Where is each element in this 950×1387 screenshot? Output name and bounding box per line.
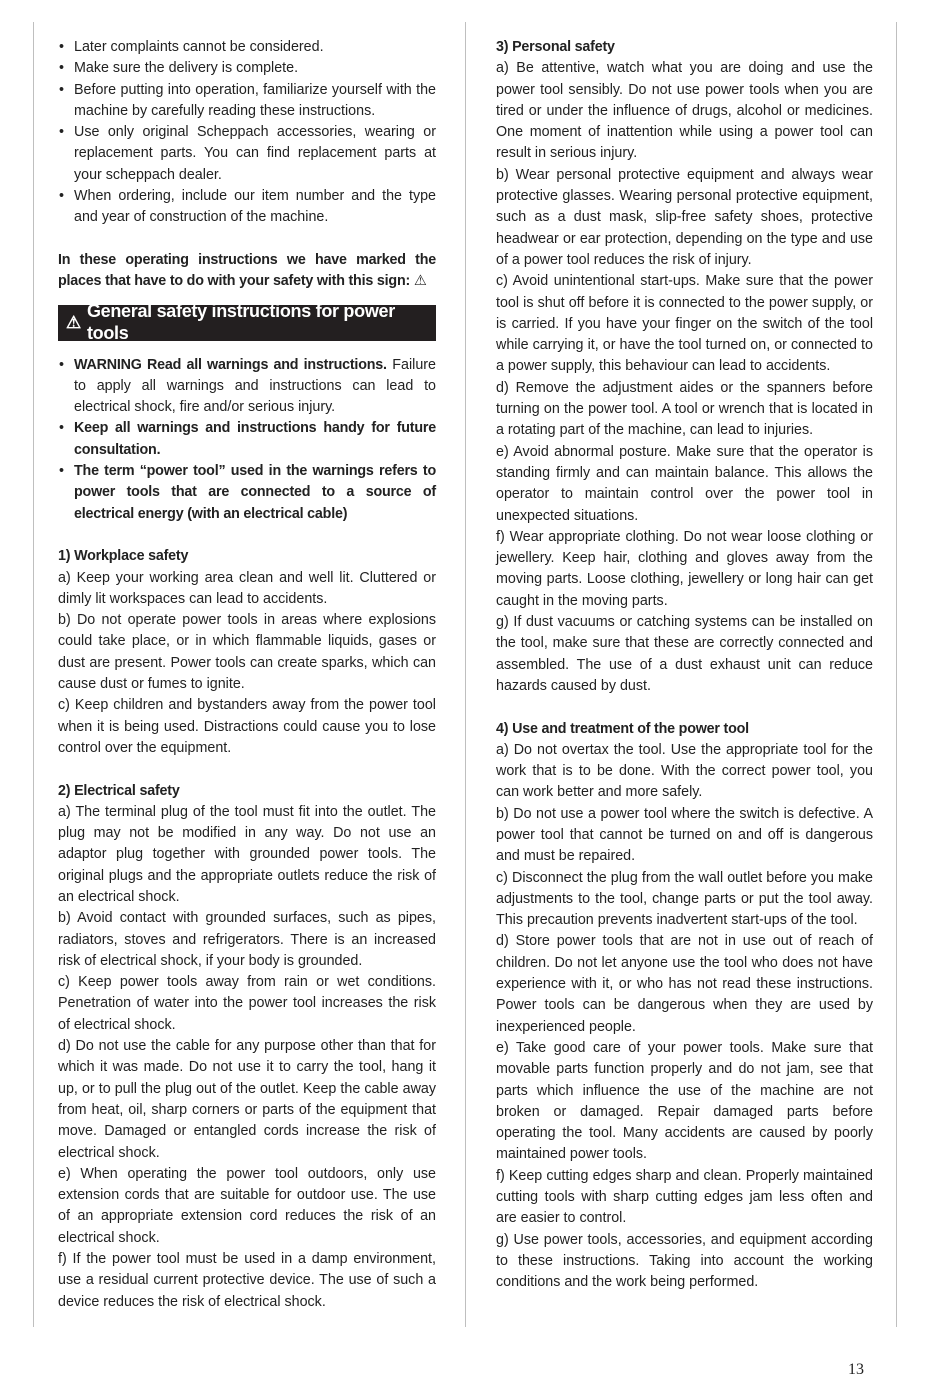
list-item: • Before putting into operation, familiarize yourself with the machine by carefully reading these instructions. xyxy=(58,80,436,123)
list-item: • WARNING Read all warnings and instructions. Failure to apply all warnings and instructions can lead to electrical shock, fire and/or serious injury. xyxy=(58,355,436,419)
paragraph: d) Do not use the cable for any purpose other than that for which it was made. Do not use it to carry the tool, hang it up, or to pull the plug out of the outlet. Keep the cable away from heat, oil, sharp corners or parts of the equipment that move. Damaged or entangled cords increase the risk of electrical shock. xyxy=(58,1038,436,1161)
paragraph: d) Remove the adjustment aides or the spanners before turning on the power tool. A tool or wrench that is located in a rotating part of the machine, can lead to injuries. xyxy=(496,379,873,439)
safety-sign-note xyxy=(58,250,436,293)
paragraph: c) Avoid unintentional start-ups. Make sure that the power tool is shut off before it is connected to the power supply, or is carried. If you have your finger on the switch of the tool while carrying it, or have the tool turned on, or connected to a power supply, this behaviour can lead to accidents. xyxy=(496,273,873,375)
paragraph: f) If the power tool must be used in a damp environment, use a residual current protective device. The use of such a device reduces the risk of electrical shock. xyxy=(58,1251,436,1310)
left-column xyxy=(58,37,436,1313)
column-divider-rule xyxy=(465,22,466,1327)
paragraph: e) Avoid abnormal posture. Make sure that the operator is standing firmly and can maintain balance. This allows the operator to maintain control over the power tool in unexpected situations. xyxy=(496,443,873,524)
intro-bullet-list xyxy=(58,37,436,229)
paragraph: b) Do not use a power tool where the switch is defective. A power tool that cannot be turned on and off is dangerous and must be repaired. xyxy=(496,805,873,865)
paragraph: c) Keep power tools away from rain or wet conditions. Penetration of water into the power tool increases the risk of electrical shock. xyxy=(58,974,436,1033)
section-heading: 2) Electrical safety xyxy=(58,782,180,799)
left-margin-rule xyxy=(33,22,34,1327)
paragraph: e) When operating the power tool outdoors, only use extension cords that are suitable for outdoor use. The use of an appropriate extension cord reduces the risk of an electrical shock. xyxy=(58,1165,436,1246)
section-banner xyxy=(58,301,436,343)
paragraph: a) Do not overtax the tool. Use the appropriate tool for the work that is to be done. With the correct power tool, you can work better and more safely. xyxy=(496,741,873,801)
paragraph: f) Wear appropriate clothing. Do not wear loose clothing or jewellery. Keep hair, clothing and gloves away from the moving parts. Loose clothing, jewellery or long hair can get caught in the moving parts. xyxy=(496,528,873,609)
list-item: • Later complaints cannot be considered. xyxy=(58,37,436,58)
paragraph: a) Be attentive, watch what you are doing and use the power tool sensibly. Do not use power tools when you are tired or under the influence of drugs, alcohol or medicines. One moment of inattention while using a power tool can result in serious injury. xyxy=(496,60,873,162)
list-item: • Keep all warnings and instructions handy for future consultation. xyxy=(58,418,436,461)
section-electrical-safety xyxy=(58,781,436,1313)
paragraph: c) Disconnect the plug from the wall outlet before you make adjustments to the tool, change parts or put the tool away. This precaution prevents inadvertent start-ups of the tool. xyxy=(496,869,873,929)
page-number: 13 xyxy=(848,1361,864,1378)
paragraph: d) Store power tools that are not in use out of reach of children. Do not let anyone use the tool who does not have experience with it, or who has not read these instructions. Power tools can be dangerous when they are used by inexperienced people. xyxy=(496,933,873,1035)
list-item: • When ordering, include our item number and the type and year of construction of the machine. xyxy=(58,186,436,229)
right-column xyxy=(496,37,873,1294)
paragraph: b) Wear personal protective equipment and always wear protective glasses. Wearing personal protective equipment, such as a dust mask, slip-free safety shoes, protective headwear or ear protection, depending on the type and use of a power tool reduces the risk of injury. xyxy=(496,166,873,268)
safety-note-text: In these operating instructions we have marked the places that have to do with your safety with this sign: xyxy=(58,251,436,290)
section-personal-safety xyxy=(496,37,873,697)
paragraph: c) Keep children and bystanders away from the power tool when it is being used. Distractions could cause you to lose control over the equipment. xyxy=(58,697,436,756)
paragraph: a) Keep your working area clean and well lit. Cluttered or dimly lit workspaces can lead to accidents. xyxy=(58,569,436,607)
general-bullet-list xyxy=(58,355,436,525)
paragraph: b) Do not operate power tools in areas where explosions could take place, or in which flammable liquids, gases or dust are present. Power tools can create sparks, which can cause dust or fumes to ignite. xyxy=(58,612,436,693)
paragraph: b) Avoid contact with grounded surfaces, such as pipes, radiators, stoves and refrigerators. There is an increased risk of electrical shock, if your body is grounded. xyxy=(58,910,436,969)
paragraph: g) Use power tools, accessories, and equipment according to these instructions. Taking into account the working conditions and the work being performed. xyxy=(496,1231,873,1291)
paragraph: g) If dust vacuums or catching systems can be installed on the tool, make sure that these are correctly connected and assembled. The use of a dust exhaust unit can reduce hazards caused by dust. xyxy=(496,614,873,694)
list-item: • Make sure the delivery is complete. xyxy=(58,58,436,79)
paragraph: f) Keep cutting edges sharp and clean. Properly maintained cutting tools with sharp cutting edges jam less often and are easier to control. xyxy=(496,1167,873,1227)
section-heading: 1) Workplace safety xyxy=(58,548,189,565)
banner-title: General safety instructions for power tools xyxy=(86,301,395,343)
warning-triangle-icon: ⚠ xyxy=(413,273,427,290)
paragraph: e) Take good care of your power tools. Make sure that movable parts function properly and do not jam, see that parts which influence the use of the machine are not broken or damaged. Repair damaged parts before operating the tool. Many accidents are caused by poorly maintained power tools. xyxy=(496,1039,873,1163)
list-item: • Use only original Scheppach accessories, wearing or replacement parts. You can find replacement parts at your scheppach dealer. xyxy=(58,122,436,186)
right-margin-rule xyxy=(896,22,897,1327)
list-item: • The term “power tool” used in the warnings refers to power tools that are connected to a source of electrical energy (with an electrical cable) xyxy=(58,461,436,525)
section-workplace-safety xyxy=(58,546,436,759)
section-heading: 4) Use and treatment of the power tool xyxy=(496,720,749,737)
section-heading: 3) Personal safety xyxy=(496,39,615,55)
section-use-and-treatment xyxy=(496,719,873,1294)
paragraph: a) The terminal plug of the tool must fit into the outlet. The plug may not be modified in any way. Do not use an adaptor plug together with grounded power tools. The original plugs and the appropriate outlets reduce the risk of an electrical shock. xyxy=(58,803,436,905)
warning-triangle-icon: ⚠ xyxy=(66,312,81,332)
